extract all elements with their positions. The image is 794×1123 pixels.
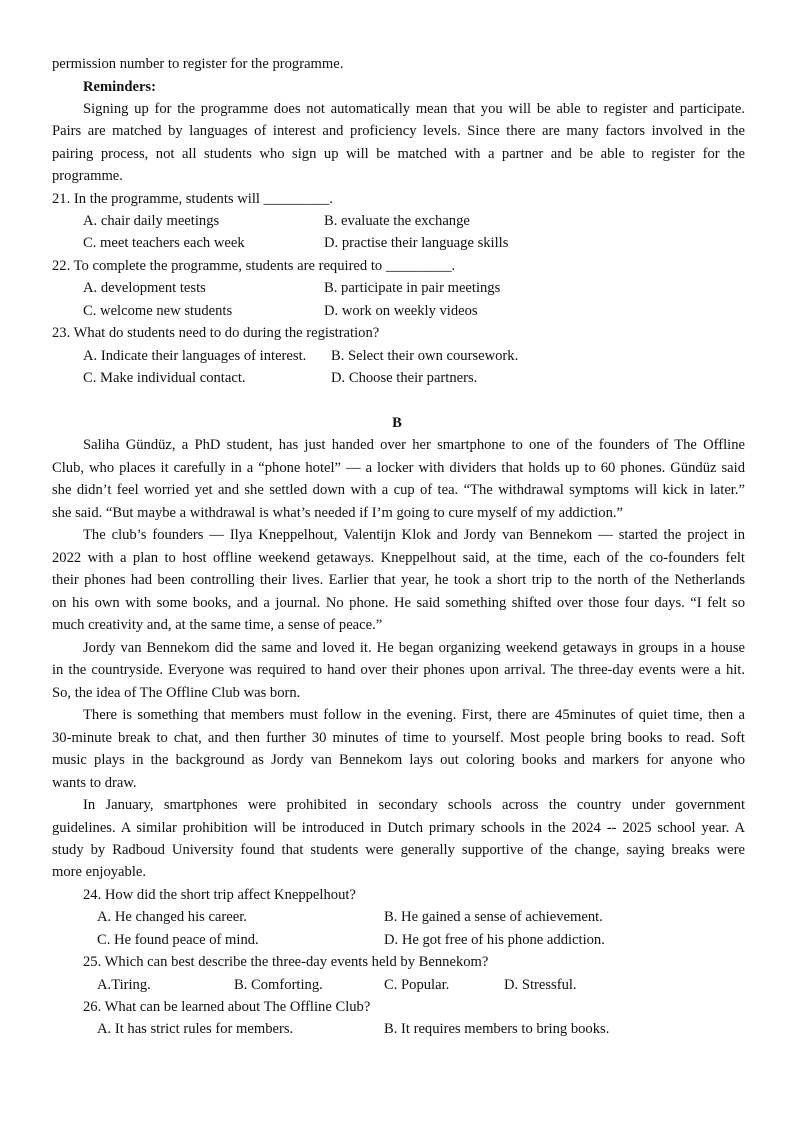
passage-b-line: In January, smartphones were prohibited in secondary schools across the country under government xyxy=(83,797,745,813)
question-22-option-d[interactable]: D. work on weekly videos xyxy=(324,303,478,319)
question-23-option-d[interactable]: D. Choose their partners. xyxy=(331,370,478,386)
passage-b-line: The club’s founders — Ilya Kneppelhout, Valentijn Klok and Jordy van Bennekom — started the project in xyxy=(83,527,745,543)
passage-b-line: she said. “But maybe a withdrawal is what’s needed if I’m going to cure myself of my addiction.” xyxy=(52,505,624,521)
reminder-line: pairing process, not all students who sign up will be matched with a partner and be able to register for the xyxy=(52,146,745,162)
passage-b-line: much creativity and, at the same time, a sense of peace.” xyxy=(52,617,383,633)
question-23-option-a[interactable]: A. Indicate their languages of interest. xyxy=(83,348,307,364)
reminder-line: Pairs are matched by languages of interest and proficiency levels. Since there are many factors involved in the xyxy=(52,123,745,139)
passage-b-line: she didn’t feel worried yet and she settled down with a cup of tea. “The withdrawal symptoms will kick in later.” xyxy=(52,482,745,498)
reminders-heading: Reminders: xyxy=(83,79,156,95)
question-24-option-c[interactable]: C. He found peace of mind. xyxy=(97,932,259,948)
passage-b-line: So, the idea of The Offline Club was born. xyxy=(52,685,301,701)
passage-a-text: permission number to register for the programme. xyxy=(52,56,344,72)
passage-b-line: Club, who places it carefully in a “phone hotel” — a locker with dividers that holds up to 60 phones. Gündüz said xyxy=(52,460,745,476)
question-25-option-d[interactable]: D. Stressful. xyxy=(504,977,577,993)
question-23-option-b[interactable]: B. Select their own coursework. xyxy=(331,348,519,364)
question-24-option-a[interactable]: A. He changed his career. xyxy=(97,909,247,925)
question-21-option-d[interactable]: D. practise their language skills xyxy=(324,235,509,251)
reminder-line: programme. xyxy=(52,168,123,184)
question-24-stem: 24. How did the short trip affect Kneppelhout? xyxy=(83,887,356,903)
reminder-line: Signing up for the programme does not automatically mean that you will be able to register and participate. xyxy=(83,101,745,117)
question-23-option-c[interactable]: C. Make individual contact. xyxy=(83,370,246,386)
question-26-stem: 26. What can be learned about The Offline Club? xyxy=(83,999,371,1015)
question-25-stem: 25. Which can best describe the three-day events held by Bennekom? xyxy=(83,954,489,970)
passage-b-line: on his own with some books, and a journal. No phone. He said something shifted over those four days. “I felt so xyxy=(52,595,745,611)
passage-b-line: in the countryside. Everyone was required to hand over their phones upon arrival. The three-day events were a hit. xyxy=(52,662,745,678)
passage-b-line: Jordy van Bennekom did the same and loved it. He began organizing weekend getaways in groups in a house xyxy=(83,640,745,656)
passage-b-line: There is something that members must follow in the evening. First, there are 45minutes of quiet time, then a xyxy=(83,707,745,723)
passage-b-line: Saliha Gündüz, a PhD student, has just handed over her smartphone to one of the founders of The Offline xyxy=(83,437,745,453)
question-26-option-b[interactable]: B. It requires members to bring books. xyxy=(384,1021,610,1037)
question-24-option-b[interactable]: B. He gained a sense of achievement. xyxy=(384,909,603,925)
passage-b-line: 30-minute break to chat, and then further 30 minutes of time to yourself. Most people bring books to read. Soft xyxy=(52,730,745,746)
question-22-stem: 22. To complete the programme, students are required to _________. xyxy=(52,258,456,274)
passage-b-line: study by Radboud University found that students were generally supportive of the change, saying breaks were xyxy=(52,842,745,858)
question-26-option-a[interactable]: A. It has strict rules for members. xyxy=(97,1021,294,1037)
section-b-label: B xyxy=(392,415,402,431)
question-25-option-b[interactable]: B. Comforting. xyxy=(234,977,323,993)
question-21-option-a[interactable]: A. chair daily meetings xyxy=(83,213,220,229)
passage-b-line: 2022 with a plan to host offline weekend getaways. Kneppelhout said, at the time, each of the co-founders felt xyxy=(52,550,745,566)
passage-b-line: more enjoyable. xyxy=(52,864,147,880)
question-22-option-c[interactable]: C. welcome new students xyxy=(83,303,233,319)
question-21-option-b[interactable]: B. evaluate the exchange xyxy=(324,213,470,229)
question-24-option-d[interactable]: D. He got free of his phone addiction. xyxy=(384,932,605,948)
question-25-option-a[interactable]: A.Tiring. xyxy=(97,977,151,993)
question-21-stem: 21. In the programme, students will _________. xyxy=(52,191,333,207)
passage-b-line: wants to draw. xyxy=(52,775,137,791)
passage-b-line: their phones had been controlling their lives. Earlier that year, he took a short trip to the north of the Netherlands xyxy=(52,572,745,588)
passage-b-line: guidelines. A similar prohibition will be introduced in Dutch primary schools in the 2024 -- 2025 school year. A xyxy=(52,820,745,836)
question-22-option-b[interactable]: B. participate in pair meetings xyxy=(324,280,501,296)
question-23-stem: 23. What do students need to do during the registration? xyxy=(52,325,380,341)
passage-b-line: music plays in the background as Jordy van Bennekom lays out coloring books and markers for anyone who xyxy=(52,752,745,768)
question-25-option-c[interactable]: C. Popular. xyxy=(384,977,450,993)
question-22-option-a[interactable]: A. development tests xyxy=(83,280,206,296)
question-21-option-c[interactable]: C. meet teachers each week xyxy=(83,235,245,251)
